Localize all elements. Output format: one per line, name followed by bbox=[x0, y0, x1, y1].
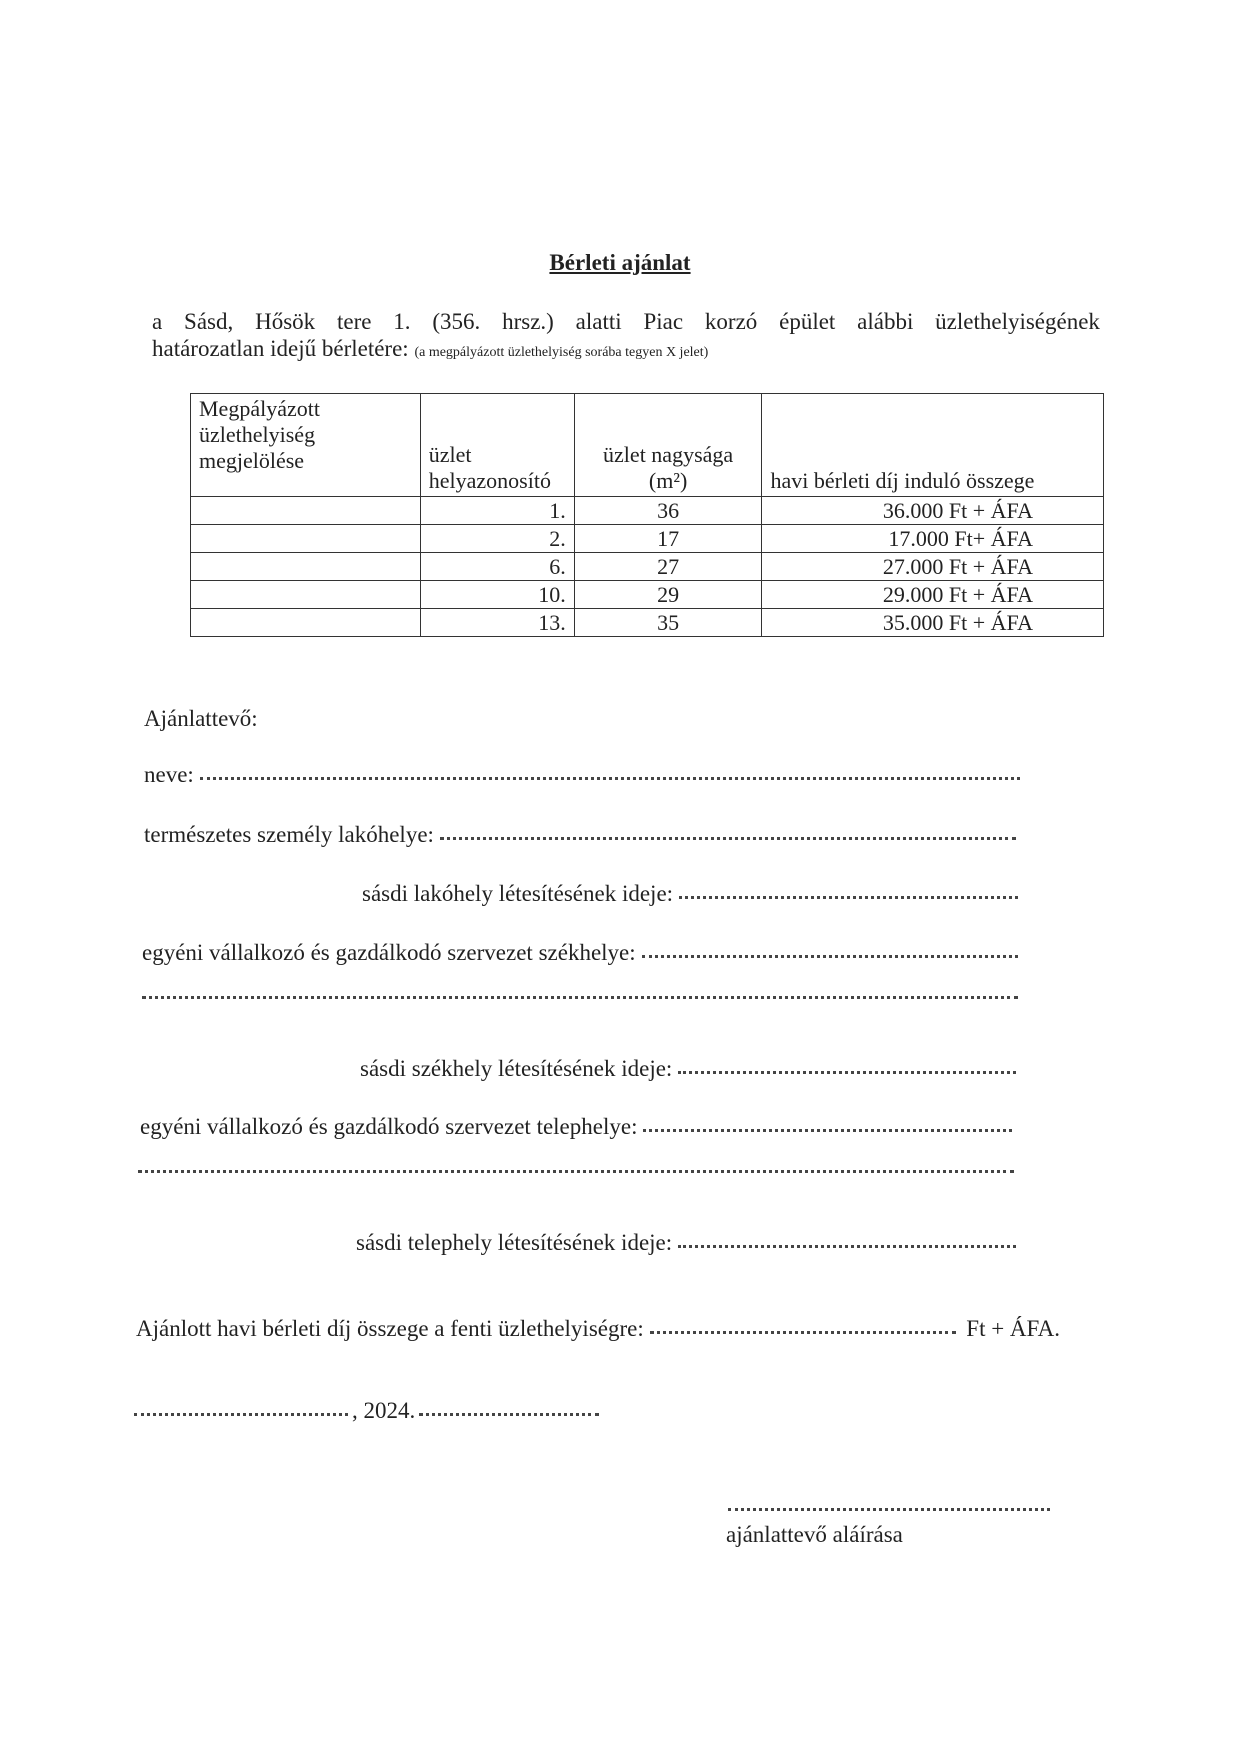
intro-word: (356. bbox=[432, 309, 481, 334]
table-row bbox=[191, 553, 1104, 581]
name-input-line[interactable] bbox=[200, 777, 1020, 780]
intro-note: (a megpályázott üzlethelyiség sorába tegyen X jelet) bbox=[414, 345, 709, 360]
id-cell: 10. bbox=[420, 581, 574, 609]
intro-word: tere bbox=[336, 309, 372, 334]
offer-suffix: Ft + ÁFA. bbox=[966, 1316, 1060, 1341]
id-cell: 13. bbox=[420, 609, 574, 637]
mark-cell[interactable] bbox=[191, 525, 421, 553]
seat-input-line[interactable] bbox=[642, 955, 1018, 958]
id-cell: 1. bbox=[420, 497, 574, 525]
signature-label: ajánlattevő aláírása bbox=[726, 1522, 903, 1547]
site-label: egyéni vállalkozó és gazdálkodó szervezet telephelye: bbox=[140, 1114, 638, 1139]
bidder-heading bbox=[144, 706, 258, 732]
size-cell: 27 bbox=[574, 553, 762, 581]
offer-input-line[interactable] bbox=[650, 1331, 957, 1334]
site-continuation-field bbox=[138, 1172, 1014, 1175]
page-title: Bérleti ajánlat bbox=[549, 250, 691, 275]
header-designation: Megpályázott üzlethelyiség megjelölése bbox=[191, 394, 421, 497]
header-size: üzlet nagysága (m²) bbox=[574, 394, 762, 497]
fee-cell: 27.000 Ft + ÁFA bbox=[762, 553, 1104, 581]
offers-table bbox=[190, 393, 1104, 637]
header-id: üzlet helyazonosító bbox=[420, 394, 574, 497]
signature-line[interactable] bbox=[728, 1508, 1050, 1511]
size-cell: 17 bbox=[574, 525, 762, 553]
intro-word: alatti bbox=[575, 309, 622, 334]
intro-word: épület bbox=[779, 309, 836, 334]
mark-cell[interactable] bbox=[191, 609, 421, 637]
size-cell: 35 bbox=[574, 609, 762, 637]
header-fee: havi bérleti díj induló összege bbox=[762, 394, 1104, 497]
table-row bbox=[191, 525, 1104, 553]
fee-cell: 35.000 Ft + ÁFA bbox=[762, 609, 1104, 637]
residence-date-field bbox=[362, 881, 1018, 907]
place-input-line[interactable] bbox=[134, 1413, 348, 1416]
seat-field bbox=[142, 940, 1018, 966]
date-field bbox=[134, 1398, 603, 1424]
intro-line-2-text: határozatlan idejű bérletére: bbox=[152, 336, 409, 361]
id-cell: 6. bbox=[420, 553, 574, 581]
size-cell: 29 bbox=[574, 581, 762, 609]
intro-word: korzó bbox=[704, 309, 758, 334]
seat-date-label: sásdi székhely létesítésének ideje: bbox=[360, 1056, 673, 1081]
date-input-line[interactable] bbox=[419, 1413, 599, 1416]
mark-cell[interactable] bbox=[191, 581, 421, 609]
intro-word: üzlethelyiségének bbox=[935, 309, 1100, 334]
name-label: neve: bbox=[144, 762, 194, 787]
residence-label: természetes személy lakóhelye: bbox=[144, 822, 434, 847]
table-row bbox=[191, 497, 1104, 525]
mark-cell[interactable] bbox=[191, 497, 421, 525]
fee-cell: 36.000 Ft + ÁFA bbox=[762, 497, 1104, 525]
intro-word: Sásd, bbox=[184, 309, 234, 334]
site-continuation-input-line[interactable] bbox=[138, 1170, 1014, 1173]
site-date-label: sásdi telephely létesítésének ideje: bbox=[356, 1230, 673, 1255]
site-date-input-line[interactable] bbox=[678, 1245, 1016, 1248]
intro-word: Hősök bbox=[255, 309, 316, 334]
id-cell: 2. bbox=[420, 525, 574, 553]
seat-date-field bbox=[360, 1056, 1016, 1082]
seat-continuation-field bbox=[142, 998, 1018, 1001]
intro-word: alábbi bbox=[857, 309, 914, 334]
intro-word: a bbox=[152, 309, 163, 334]
size-cell: 36 bbox=[574, 497, 762, 525]
residence-input-line[interactable] bbox=[440, 837, 1016, 840]
site-input-line[interactable] bbox=[643, 1129, 1012, 1132]
intro-paragraph bbox=[152, 308, 1100, 366]
name-field bbox=[144, 762, 1020, 788]
seat-continuation-input-line[interactable] bbox=[142, 996, 1018, 999]
site-date-field bbox=[356, 1230, 1016, 1256]
table-row bbox=[191, 609, 1104, 637]
mark-cell[interactable] bbox=[191, 553, 421, 581]
seat-date-input-line[interactable] bbox=[678, 1071, 1016, 1074]
fee-cell: 29.000 Ft + ÁFA bbox=[762, 581, 1104, 609]
offer-label: Ajánlott havi bérleti díj összege a fenti üzlethelyiségre: bbox=[136, 1316, 644, 1341]
intro-word: 1. bbox=[393, 309, 411, 334]
residence-date-input-line[interactable] bbox=[679, 896, 1018, 899]
intro-line-1 bbox=[152, 308, 1100, 335]
site-field bbox=[140, 1114, 1012, 1140]
table-header-row bbox=[191, 394, 1104, 497]
intro-word: Piac bbox=[643, 309, 684, 334]
offer-field bbox=[136, 1316, 1060, 1342]
intro-line-2 bbox=[152, 335, 1100, 366]
residence-date-label: sásdi lakóhely létesítésének ideje: bbox=[362, 881, 674, 906]
bidder-heading-text: Ajánlattevő: bbox=[144, 706, 258, 731]
date-year: , 2024. bbox=[352, 1398, 416, 1423]
intro-word: hrsz.) bbox=[502, 309, 554, 334]
residence-field bbox=[144, 822, 1016, 848]
table-row bbox=[191, 581, 1104, 609]
seat-label: egyéni vállalkozó és gazdálkodó szervezet székhelye: bbox=[142, 940, 636, 965]
fee-cell: 17.000 Ft+ ÁFA bbox=[762, 525, 1104, 553]
